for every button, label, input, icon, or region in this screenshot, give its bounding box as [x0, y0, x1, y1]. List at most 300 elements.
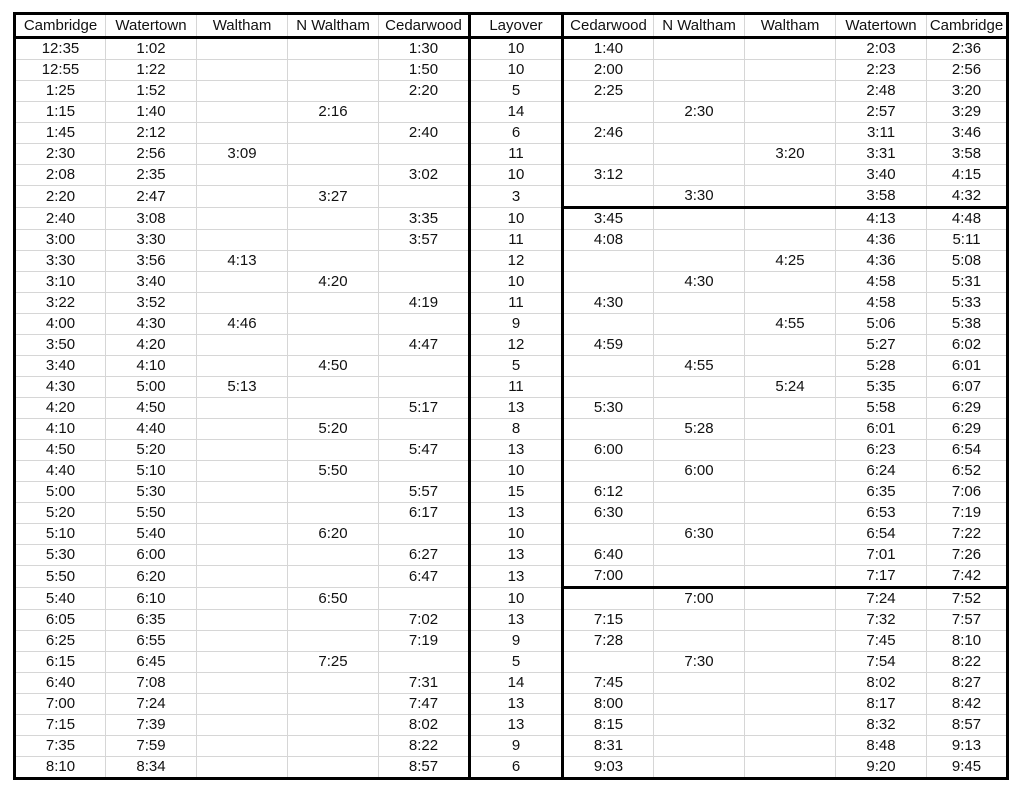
cell-cambridge-in: 3:58 [927, 144, 1008, 165]
cell-cedarwood-in [563, 524, 654, 545]
cell-n-waltham-out [288, 314, 379, 335]
cell-layover: 8 [470, 419, 563, 440]
cell-waltham-in [745, 757, 836, 779]
cell-waltham-in: 4:25 [745, 251, 836, 272]
cell-watertown-in: 9:20 [836, 757, 927, 779]
table-row [15, 673, 1008, 694]
cell-cambridge-in: 7:57 [927, 610, 1008, 631]
cell-n-waltham-out [288, 165, 379, 186]
cell-cambridge-in: 5:08 [927, 251, 1008, 272]
cell-cedarwood-out [379, 272, 470, 293]
cell-waltham-out [197, 736, 288, 757]
cell-cedarwood-out: 2:40 [379, 123, 470, 144]
cell-watertown-out: 1:52 [106, 81, 197, 102]
table-row [15, 631, 1008, 652]
cell-n-waltham-in [654, 566, 745, 588]
cell-waltham-out [197, 81, 288, 102]
cell-cambridge-in: 3:20 [927, 81, 1008, 102]
cell-cambridge-in: 5:33 [927, 293, 1008, 314]
cell-waltham-in [745, 356, 836, 377]
cell-cambridge-out: 4:10 [15, 419, 106, 440]
cell-layover: 9 [470, 736, 563, 757]
cell-cambridge-in: 8:27 [927, 673, 1008, 694]
cell-waltham-out [197, 652, 288, 673]
cell-watertown-in: 2:23 [836, 60, 927, 81]
table-row [15, 610, 1008, 631]
cell-waltham-in [745, 566, 836, 588]
cell-cambridge-in: 6:01 [927, 356, 1008, 377]
cell-waltham-in [745, 81, 836, 102]
cell-layover: 13 [470, 566, 563, 588]
table-row [15, 566, 1008, 588]
cell-n-waltham-in: 4:55 [654, 356, 745, 377]
cell-watertown-in: 2:03 [836, 38, 927, 60]
header-cedarwood-out: Cedarwood [379, 14, 470, 38]
cell-layover: 15 [470, 482, 563, 503]
cell-cambridge-out: 5:40 [15, 588, 106, 610]
cell-cedarwood-in [563, 272, 654, 293]
cell-watertown-in: 7:01 [836, 545, 927, 566]
cell-layover: 10 [470, 461, 563, 482]
cell-n-waltham-in [654, 673, 745, 694]
cell-watertown-out: 7:59 [106, 736, 197, 757]
table-row [15, 757, 1008, 779]
header-layover: Layover [470, 14, 563, 38]
cell-cedarwood-in: 4:08 [563, 230, 654, 251]
table-row [15, 81, 1008, 102]
cell-cambridge-out: 4:50 [15, 440, 106, 461]
cell-cambridge-out: 4:30 [15, 377, 106, 398]
table-row [15, 230, 1008, 251]
cell-n-waltham-out [288, 694, 379, 715]
cell-cambridge-in: 5:31 [927, 272, 1008, 293]
cell-watertown-out: 2:56 [106, 144, 197, 165]
cell-waltham-in [745, 123, 836, 144]
cell-cambridge-in: 7:19 [927, 503, 1008, 524]
cell-watertown-in: 6:01 [836, 419, 927, 440]
cell-n-waltham-out: 6:20 [288, 524, 379, 545]
cell-cambridge-out: 5:50 [15, 566, 106, 588]
cell-cedarwood-in: 6:30 [563, 503, 654, 524]
cell-n-waltham-out [288, 230, 379, 251]
cell-layover: 13 [470, 440, 563, 461]
cell-watertown-in: 5:27 [836, 335, 927, 356]
cell-cedarwood-in: 7:00 [563, 566, 654, 588]
cell-cambridge-in: 2:56 [927, 60, 1008, 81]
cell-layover: 13 [470, 503, 563, 524]
cell-cambridge-out: 12:55 [15, 60, 106, 81]
cell-cedarwood-out: 7:47 [379, 694, 470, 715]
header-cambridge-in: Cambridge [927, 14, 1008, 38]
table-row [15, 524, 1008, 545]
cell-n-waltham-in [654, 123, 745, 144]
cell-waltham-out: 5:13 [197, 377, 288, 398]
cell-n-waltham-out [288, 251, 379, 272]
cell-cambridge-out: 3:10 [15, 272, 106, 293]
cell-n-waltham-in [654, 757, 745, 779]
cell-waltham-in: 3:20 [745, 144, 836, 165]
cell-cedarwood-in: 9:03 [563, 757, 654, 779]
cell-cedarwood-out: 7:02 [379, 610, 470, 631]
cell-cedarwood-out: 1:50 [379, 60, 470, 81]
cell-watertown-out: 3:40 [106, 272, 197, 293]
cell-cambridge-out: 1:25 [15, 81, 106, 102]
cell-layover: 13 [470, 610, 563, 631]
cell-layover: 10 [470, 38, 563, 60]
table-row [15, 356, 1008, 377]
cell-watertown-out: 3:56 [106, 251, 197, 272]
table-row [15, 377, 1008, 398]
cell-waltham-out [197, 123, 288, 144]
cell-cedarwood-in: 8:00 [563, 694, 654, 715]
cell-watertown-out: 6:45 [106, 652, 197, 673]
cell-cambridge-out: 4:00 [15, 314, 106, 335]
header-waltham-in: Waltham [745, 14, 836, 38]
cell-layover: 6 [470, 757, 563, 779]
cell-n-waltham-in [654, 377, 745, 398]
cell-waltham-in [745, 482, 836, 503]
cell-n-waltham-in: 7:30 [654, 652, 745, 673]
cell-n-waltham-in: 6:00 [654, 461, 745, 482]
cell-watertown-out: 2:12 [106, 123, 197, 144]
cell-n-waltham-out [288, 757, 379, 779]
header-n-waltham-out: N Waltham [288, 14, 379, 38]
cell-waltham-out [197, 335, 288, 356]
cell-watertown-in: 8:48 [836, 736, 927, 757]
cell-watertown-in: 6:35 [836, 482, 927, 503]
cell-cambridge-out: 3:22 [15, 293, 106, 314]
cell-cambridge-in: 4:15 [927, 165, 1008, 186]
table-row [15, 461, 1008, 482]
cell-cambridge-in: 4:32 [927, 186, 1008, 208]
cell-cambridge-in: 9:45 [927, 757, 1008, 779]
cell-n-waltham-in [654, 398, 745, 419]
cell-waltham-in [745, 102, 836, 123]
cell-layover: 10 [470, 272, 563, 293]
table-row [15, 715, 1008, 736]
cell-layover: 12 [470, 251, 563, 272]
cell-waltham-out [197, 419, 288, 440]
table-row [15, 335, 1008, 356]
table-row [15, 419, 1008, 440]
cell-cedarwood-out: 4:19 [379, 293, 470, 314]
cell-cambridge-out: 4:40 [15, 461, 106, 482]
cell-cedarwood-in: 6:40 [563, 545, 654, 566]
cell-waltham-out [197, 440, 288, 461]
cell-layover: 11 [470, 293, 563, 314]
cell-cedarwood-in: 3:45 [563, 208, 654, 230]
cell-n-waltham-in: 2:30 [654, 102, 745, 123]
cell-layover: 13 [470, 398, 563, 419]
cell-cambridge-out: 7:00 [15, 694, 106, 715]
cell-watertown-in: 7:24 [836, 588, 927, 610]
cell-cambridge-in: 7:26 [927, 545, 1008, 566]
cell-watertown-out: 1:02 [106, 38, 197, 60]
cell-layover: 13 [470, 545, 563, 566]
cell-waltham-in [745, 208, 836, 230]
table-row [15, 503, 1008, 524]
cell-n-waltham-out [288, 398, 379, 419]
table-row [15, 694, 1008, 715]
cell-waltham-out [197, 60, 288, 81]
cell-n-waltham-out [288, 377, 379, 398]
cell-cambridge-in: 3:29 [927, 102, 1008, 123]
cell-cedarwood-out [379, 524, 470, 545]
cell-watertown-in: 2:57 [836, 102, 927, 123]
cell-cambridge-out: 5:30 [15, 545, 106, 566]
cell-cambridge-in: 3:46 [927, 123, 1008, 144]
cell-cedarwood-out [379, 356, 470, 377]
cell-n-waltham-out [288, 503, 379, 524]
cell-cambridge-out: 5:00 [15, 482, 106, 503]
cell-n-waltham-in [654, 503, 745, 524]
cell-cambridge-out: 6:05 [15, 610, 106, 631]
cell-cedarwood-out: 7:31 [379, 673, 470, 694]
cell-cambridge-in: 6:29 [927, 419, 1008, 440]
cell-waltham-out [197, 230, 288, 251]
cell-n-waltham-out [288, 715, 379, 736]
cell-n-waltham-out [288, 335, 379, 356]
cell-watertown-out: 1:40 [106, 102, 197, 123]
cell-watertown-out: 5:20 [106, 440, 197, 461]
cell-cedarwood-out: 8:22 [379, 736, 470, 757]
cell-watertown-in: 6:53 [836, 503, 927, 524]
header-cambridge-out: Cambridge [15, 14, 106, 38]
cell-layover: 14 [470, 673, 563, 694]
cell-waltham-out: 4:46 [197, 314, 288, 335]
cell-cedarwood-in [563, 588, 654, 610]
cell-waltham-in [745, 461, 836, 482]
cell-waltham-out [197, 208, 288, 230]
cell-watertown-out: 7:39 [106, 715, 197, 736]
cell-waltham-out [197, 673, 288, 694]
cell-waltham-out [197, 356, 288, 377]
cell-n-waltham-in [654, 314, 745, 335]
cell-watertown-out: 3:08 [106, 208, 197, 230]
cell-cambridge-in: 2:36 [927, 38, 1008, 60]
cell-cambridge-in: 6:54 [927, 440, 1008, 461]
cell-n-waltham-in: 7:00 [654, 588, 745, 610]
cell-layover: 11 [470, 144, 563, 165]
cell-waltham-in [745, 503, 836, 524]
cell-waltham-in [745, 524, 836, 545]
cell-cambridge-out: 3:30 [15, 251, 106, 272]
cell-n-waltham-in [654, 165, 745, 186]
cell-watertown-out: 6:55 [106, 631, 197, 652]
cell-cambridge-out: 6:40 [15, 673, 106, 694]
cell-layover: 11 [470, 230, 563, 251]
cell-waltham-out [197, 482, 288, 503]
header-watertown-in: Watertown [836, 14, 927, 38]
cell-cambridge-in: 7:42 [927, 566, 1008, 588]
cell-n-waltham-in [654, 545, 745, 566]
schedule-body [15, 38, 1008, 779]
cell-waltham-out [197, 38, 288, 60]
cell-watertown-out: 3:52 [106, 293, 197, 314]
table-row [15, 123, 1008, 144]
cell-cambridge-out: 12:35 [15, 38, 106, 60]
cell-watertown-out: 6:35 [106, 610, 197, 631]
cell-waltham-out [197, 631, 288, 652]
cell-cambridge-out: 4:20 [15, 398, 106, 419]
cell-n-waltham-out: 4:50 [288, 356, 379, 377]
cell-watertown-in: 4:36 [836, 230, 927, 251]
cell-cambridge-in: 8:57 [927, 715, 1008, 736]
cell-cambridge-out: 6:25 [15, 631, 106, 652]
cell-cedarwood-in: 2:25 [563, 81, 654, 102]
cell-n-waltham-in [654, 293, 745, 314]
cell-watertown-out: 1:22 [106, 60, 197, 81]
cell-n-waltham-out [288, 38, 379, 60]
cell-waltham-in: 4:55 [745, 314, 836, 335]
cell-cedarwood-in: 3:12 [563, 165, 654, 186]
cell-n-waltham-in [654, 715, 745, 736]
cell-waltham-out [197, 715, 288, 736]
cell-cambridge-in: 4:48 [927, 208, 1008, 230]
cell-cedarwood-out [379, 186, 470, 208]
cell-cedarwood-out: 5:57 [379, 482, 470, 503]
cell-watertown-in: 6:54 [836, 524, 927, 545]
table-row [15, 588, 1008, 610]
cell-waltham-in [745, 272, 836, 293]
cell-waltham-in: 5:24 [745, 377, 836, 398]
cell-n-waltham-out [288, 293, 379, 314]
cell-n-waltham-out: 4:20 [288, 272, 379, 293]
cell-cambridge-in: 7:06 [927, 482, 1008, 503]
cell-watertown-in: 5:35 [836, 377, 927, 398]
cell-cambridge-in: 8:10 [927, 631, 1008, 652]
cell-cedarwood-out: 3:02 [379, 165, 470, 186]
cell-cedarwood-in: 1:40 [563, 38, 654, 60]
cell-cambridge-out: 2:20 [15, 186, 106, 208]
cell-cambridge-out: 3:50 [15, 335, 106, 356]
schedule-container [13, 12, 1009, 780]
cell-watertown-out: 4:30 [106, 314, 197, 335]
cell-cedarwood-out: 6:47 [379, 566, 470, 588]
table-row [15, 652, 1008, 673]
cell-cambridge-in: 6:07 [927, 377, 1008, 398]
cell-cambridge-out: 8:10 [15, 757, 106, 779]
cell-watertown-in: 5:06 [836, 314, 927, 335]
cell-watertown-out: 2:47 [106, 186, 197, 208]
cell-watertown-in: 3:40 [836, 165, 927, 186]
cell-watertown-in: 7:32 [836, 610, 927, 631]
cell-waltham-out [197, 524, 288, 545]
cell-n-waltham-out [288, 631, 379, 652]
cell-n-waltham-out [288, 208, 379, 230]
cell-watertown-out: 4:50 [106, 398, 197, 419]
cell-n-waltham-out: 7:25 [288, 652, 379, 673]
cell-n-waltham-in [654, 335, 745, 356]
cell-watertown-in: 4:13 [836, 208, 927, 230]
cell-n-waltham-in: 5:28 [654, 419, 745, 440]
header-row [15, 14, 1008, 38]
table-row [15, 60, 1008, 81]
cell-n-waltham-in: 3:30 [654, 186, 745, 208]
cell-waltham-in [745, 610, 836, 631]
table-row [15, 38, 1008, 60]
cell-cedarwood-out: 5:17 [379, 398, 470, 419]
cell-watertown-out: 6:10 [106, 588, 197, 610]
cell-waltham-out [197, 588, 288, 610]
cell-layover: 10 [470, 165, 563, 186]
cell-watertown-out: 3:30 [106, 230, 197, 251]
cell-watertown-in: 6:23 [836, 440, 927, 461]
cell-watertown-in: 3:31 [836, 144, 927, 165]
cell-waltham-out [197, 757, 288, 779]
cell-waltham-in [745, 335, 836, 356]
cell-watertown-out: 6:00 [106, 545, 197, 566]
cell-cedarwood-in: 5:30 [563, 398, 654, 419]
cell-layover: 10 [470, 588, 563, 610]
cell-layover: 13 [470, 694, 563, 715]
cell-waltham-in [745, 673, 836, 694]
cell-cambridge-out: 1:15 [15, 102, 106, 123]
cell-n-waltham-out [288, 440, 379, 461]
cell-cambridge-out: 2:08 [15, 165, 106, 186]
cell-n-waltham-in [654, 482, 745, 503]
cell-waltham-out [197, 293, 288, 314]
table-row [15, 186, 1008, 208]
cell-cambridge-out: 3:00 [15, 230, 106, 251]
cell-cambridge-in: 8:42 [927, 694, 1008, 715]
cell-watertown-in: 7:17 [836, 566, 927, 588]
cell-watertown-in: 8:02 [836, 673, 927, 694]
cell-cambridge-out: 1:45 [15, 123, 106, 144]
table-row [15, 440, 1008, 461]
cell-n-waltham-out [288, 482, 379, 503]
table-row [15, 314, 1008, 335]
cell-cambridge-in: 6:02 [927, 335, 1008, 356]
cell-cambridge-out: 7:15 [15, 715, 106, 736]
cell-n-waltham-in [654, 60, 745, 81]
cell-cambridge-out: 2:40 [15, 208, 106, 230]
cell-layover: 10 [470, 524, 563, 545]
cell-cedarwood-out: 8:02 [379, 715, 470, 736]
cell-cedarwood-in [563, 419, 654, 440]
header-cedarwood-in: Cedarwood [563, 14, 654, 38]
header-n-waltham-in: N Waltham [654, 14, 745, 38]
cell-cedarwood-out [379, 588, 470, 610]
cell-cedarwood-out: 6:17 [379, 503, 470, 524]
cell-cedarwood-out: 2:20 [379, 81, 470, 102]
cell-cambridge-in: 8:22 [927, 652, 1008, 673]
cell-waltham-out: 4:13 [197, 251, 288, 272]
cell-waltham-in [745, 230, 836, 251]
cell-waltham-out [197, 694, 288, 715]
cell-watertown-in: 4:58 [836, 272, 927, 293]
cell-waltham-in [745, 398, 836, 419]
cell-waltham-out [197, 272, 288, 293]
cell-watertown-out: 5:10 [106, 461, 197, 482]
table-row [15, 482, 1008, 503]
cell-cambridge-out: 6:15 [15, 652, 106, 673]
cell-watertown-out: 7:08 [106, 673, 197, 694]
cell-cedarwood-in: 7:28 [563, 631, 654, 652]
cell-layover: 13 [470, 715, 563, 736]
cell-cambridge-out: 3:40 [15, 356, 106, 377]
cell-n-waltham-in [654, 208, 745, 230]
cell-n-waltham-out: 2:16 [288, 102, 379, 123]
cell-cedarwood-in [563, 186, 654, 208]
cell-cedarwood-in: 2:00 [563, 60, 654, 81]
cell-cedarwood-in [563, 251, 654, 272]
cell-n-waltham-in [654, 631, 745, 652]
cell-cedarwood-in [563, 461, 654, 482]
table-row [15, 398, 1008, 419]
cell-cedarwood-out [379, 652, 470, 673]
cell-n-waltham-out [288, 144, 379, 165]
